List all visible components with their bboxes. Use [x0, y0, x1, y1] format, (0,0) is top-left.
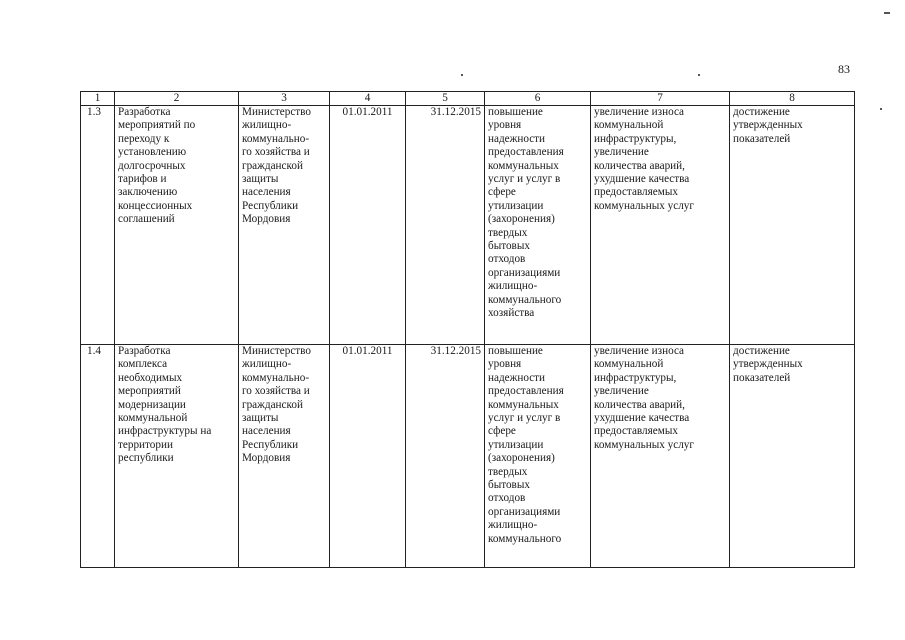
- measure-name: Разработка комплекса необходимых мероприятий модернизации коммунальной инфраструктуры на территории республики: [115, 345, 239, 568]
- indicator: достижение утвержденных показателей: [730, 345, 855, 568]
- page-number: 83: [838, 62, 850, 76]
- column-header-7: 7: [591, 92, 730, 106]
- executor: Министерство жилищно- коммунально- го хозяйства и гражданской защиты населения Республики Мордовия: [239, 345, 330, 568]
- column-header-1: 1: [81, 92, 115, 106]
- column-header-5: 5: [406, 92, 485, 106]
- column-header-4: 4: [330, 92, 406, 106]
- scan-mark: [880, 108, 882, 110]
- expected-result: повышение уровня надежности предоставления коммунальных услуг и услуг в сфере утилизации (захоронения) твердых бытовых отходов организациями жилищно- коммунального: [485, 345, 591, 568]
- header-row: [81, 92, 855, 106]
- column-header-2: 2: [115, 92, 239, 106]
- indicator: достижение утвержденных показателей: [730, 106, 855, 345]
- measure-name: Разработка мероприятий по переходу к установлению долгосрочных тарифов и заключению концессионных соглашений: [115, 106, 239, 345]
- column-header-8: 8: [730, 92, 855, 106]
- column-header-3: 3: [239, 92, 330, 106]
- start-date: 01.01.2011: [330, 106, 406, 345]
- measures-table: [80, 91, 855, 568]
- row-number: 1.3: [81, 106, 115, 345]
- table-row: [81, 345, 855, 568]
- start-date: 01.01.2011: [330, 345, 406, 568]
- executor: Министерство жилищно- коммунально- го хозяйства и гражданской защиты населения Республики Мордовия: [239, 106, 330, 345]
- consequences: увеличение износа коммунальной инфраструктуры, увеличение количества аварий, ухудшение качества предоставляемых коммунальных услуг: [591, 106, 730, 345]
- column-header-6: 6: [485, 92, 591, 106]
- end-date: 31.12.2015: [406, 345, 485, 568]
- end-date: 31.12.2015: [406, 106, 485, 345]
- table-row: [81, 106, 855, 345]
- expected-result: повышение уровня надежности предоставления коммунальных услуг и услуг в сфере утилизации (захоронения) твердых бытовых отходов организациями жилищно- коммунального хозяйства: [485, 106, 591, 345]
- scan-mark: [461, 74, 463, 76]
- scan-mark: [884, 12, 890, 14]
- row-number: 1.4: [81, 345, 115, 568]
- consequences: увеличение износа коммунальной инфраструктуры, увеличение количества аварий, ухудшение качества предоставляемых коммунальных услуг: [591, 345, 730, 568]
- scan-mark: [698, 74, 700, 76]
